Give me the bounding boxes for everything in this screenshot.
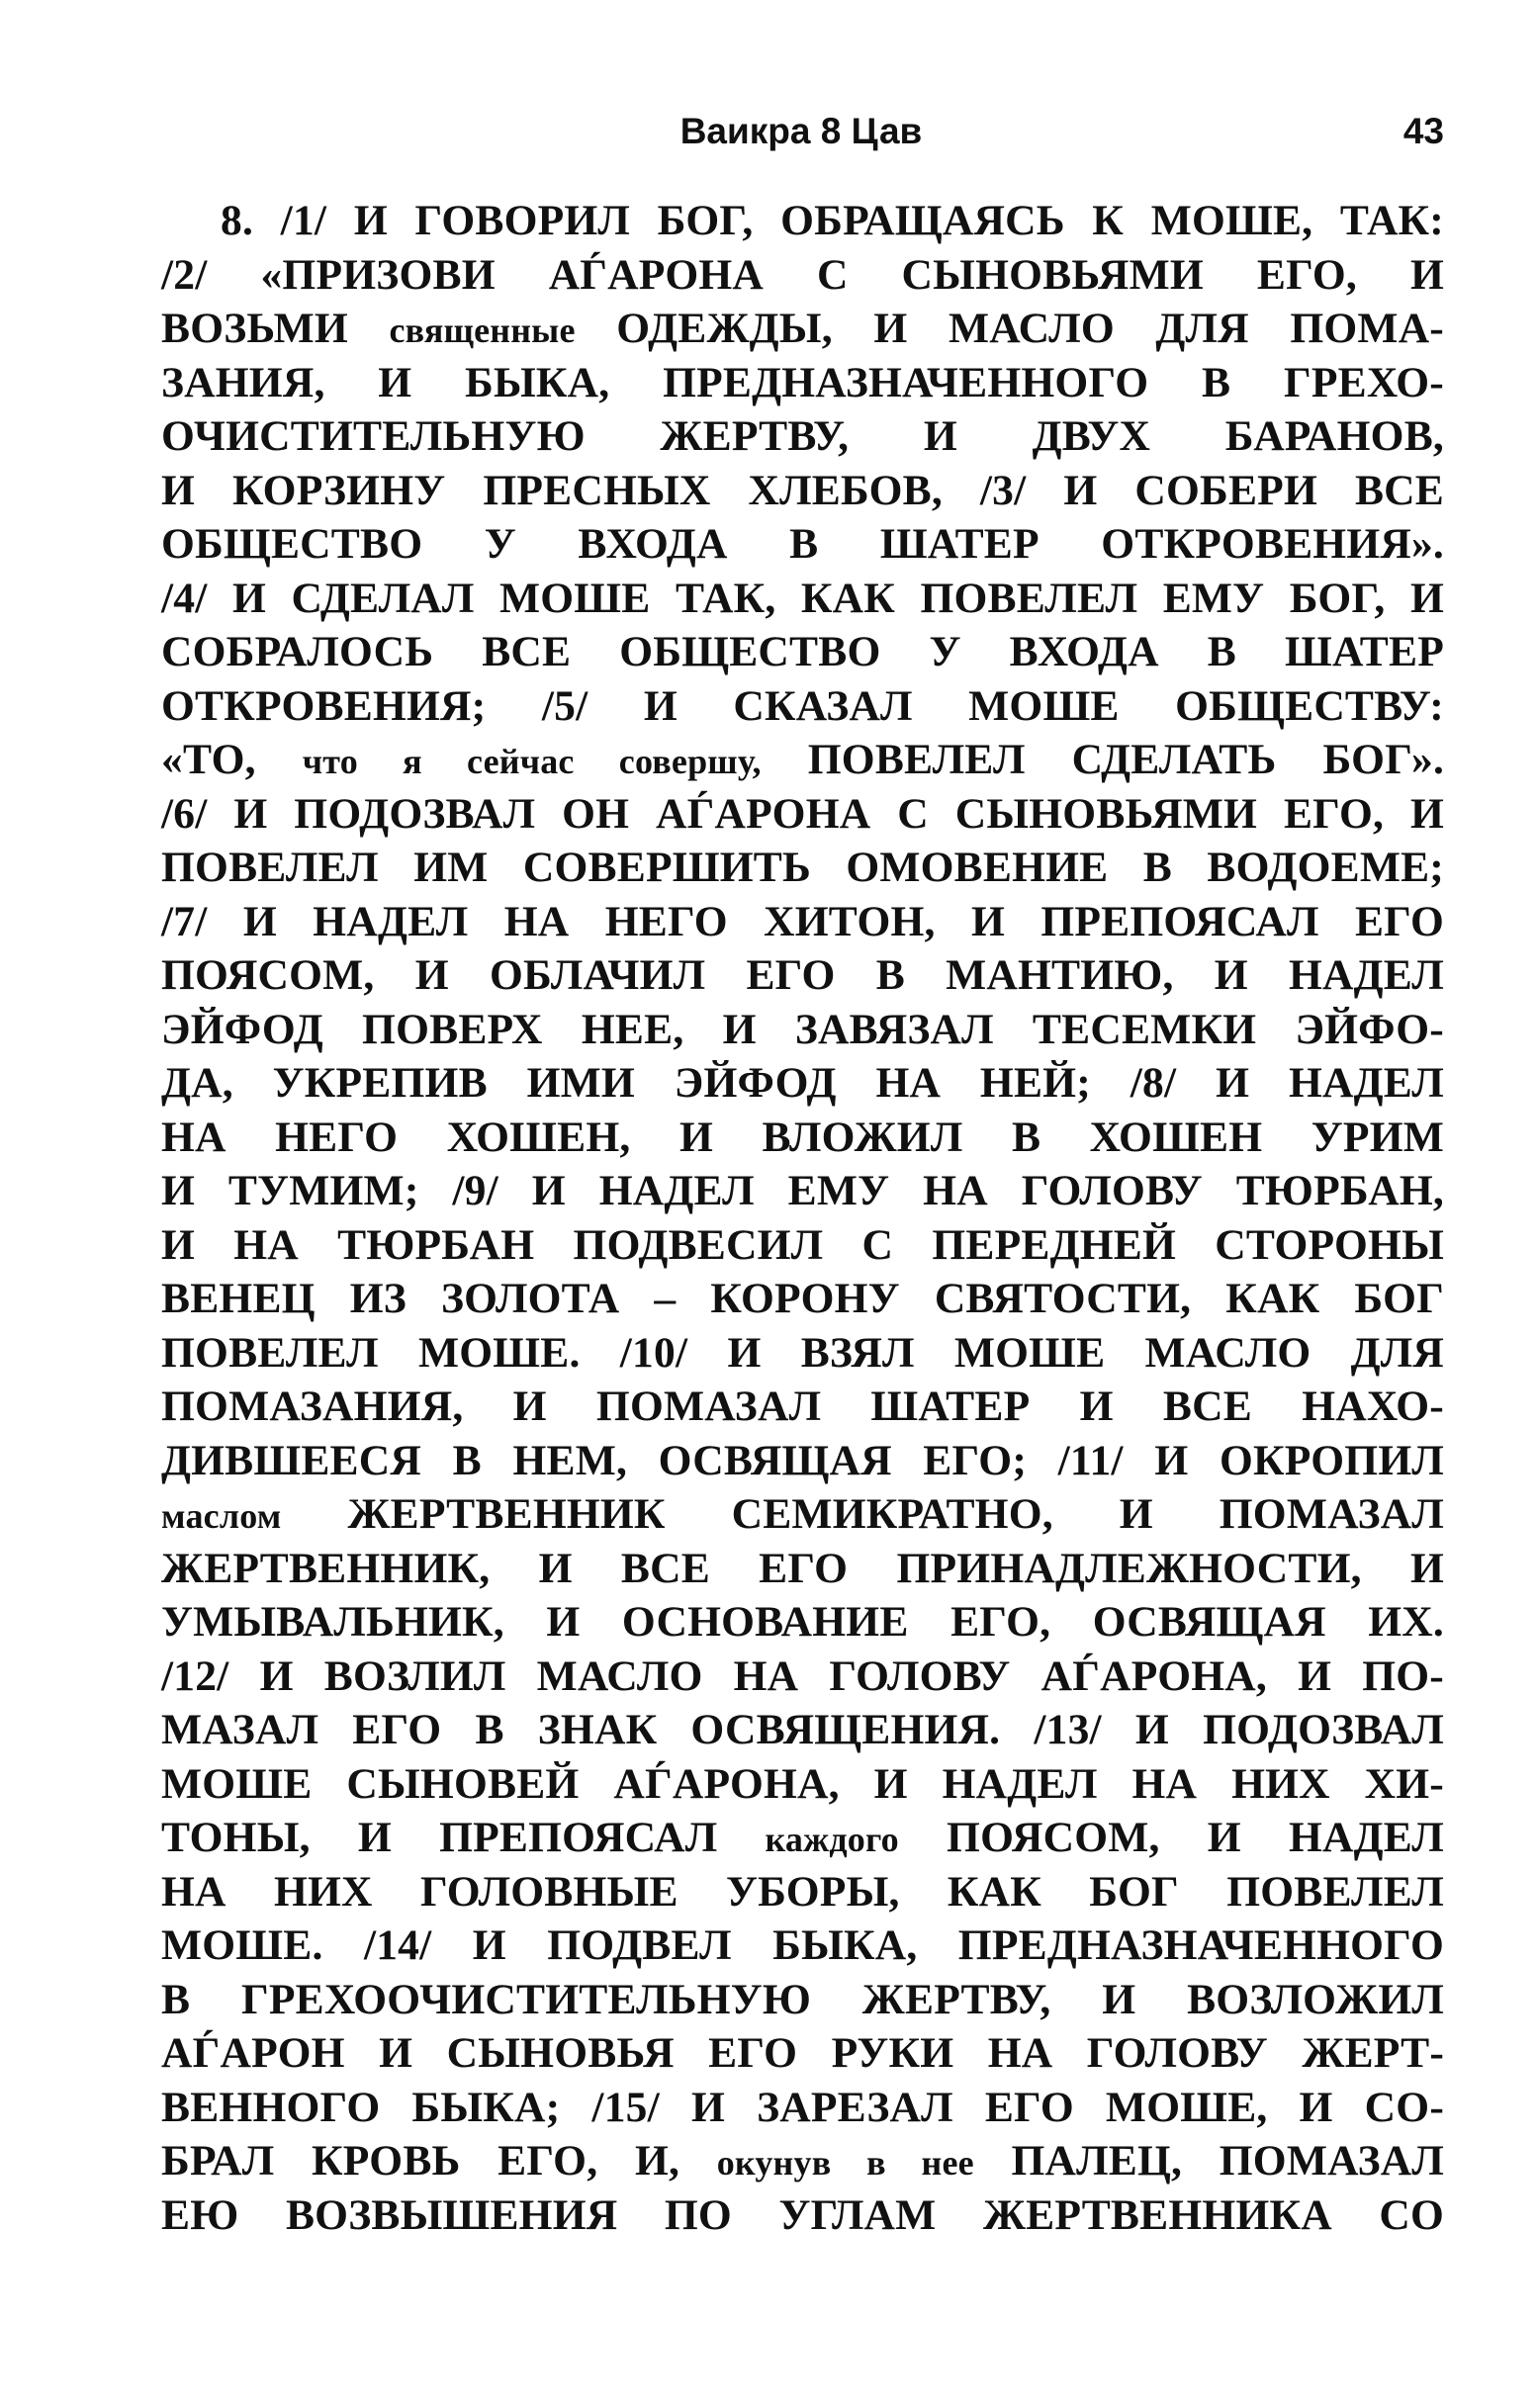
text-segment: И КОРЗИНУ ПРЕСНЫХ ХЛЕБОВ, /3/ И СОБЕРИ ВСЕ bbox=[161, 466, 1444, 514]
text-line bbox=[161, 679, 1444, 734]
inserted-word: каждого bbox=[765, 1820, 899, 1859]
text-segment: ЖЕРТВЕННИК СЕМИКРАТНО, И ПОМАЗАЛ bbox=[281, 1490, 1444, 1538]
text-line bbox=[161, 1434, 1444, 1488]
text-line bbox=[161, 1703, 1444, 1757]
text-segment: УМЫВАЛЬНИК, И ОСНОВАНИЕ ЕГО, ОСВЯЩАЯ ИХ. bbox=[161, 1598, 1444, 1646]
text-segment: ОЧИСТИТЕЛЬНУЮ ЖЕРТВУ, И ДВУХ БАРАНОВ, bbox=[161, 412, 1444, 460]
text-segment: ПОЯСОМ, И ОБЛАЧИЛ ЕГО В МАНТИЮ, И НАДЕЛ bbox=[161, 951, 1444, 999]
text-segment: /6/ И ПОДОЗВАЛ ОН АЃАРОНА С СЫНОВЬЯМИ ЕГО, И bbox=[161, 789, 1444, 838]
text-line bbox=[161, 2026, 1444, 2081]
text-line bbox=[161, 1542, 1444, 1596]
text-line bbox=[161, 1595, 1444, 1650]
text-line bbox=[161, 572, 1444, 626]
text-segment: СОБРАЛОСЬ ВСЕ ОБЩЕСТВО У ВХОДА В ШАТЕР bbox=[161, 628, 1444, 675]
text-segment: ДИВШЕЕСЯ В НЕМ, ОСВЯЩАЯ ЕГО; /11/ И ОКРОПИЛ bbox=[161, 1436, 1444, 1484]
text-line bbox=[161, 2134, 1444, 2188]
text-line bbox=[161, 1056, 1444, 1111]
text-segment: ДА, УКРЕПИВ ИМИ ЭЙФОД НА НЕЙ; /8/ И НАДЕЛ bbox=[161, 1059, 1444, 1107]
text-segment: ПАЛЕЦ, ПОМАЗАЛ bbox=[973, 2137, 1444, 2185]
text-segment: /2/ «ПРИЗОВИ АЃАРОНА С СЫНОВЬЯМИ ЕГО, И bbox=[161, 250, 1444, 299]
text-segment: /7/ И НАДЕЛ НА НЕГО ХИТОН, И ПРЕПОЯСАЛ ЕГО bbox=[161, 897, 1444, 945]
text-segment: ОДЕЖДЫ, И МАСЛО ДЛЯ ПОМА- bbox=[575, 305, 1444, 352]
text-line bbox=[161, 1326, 1444, 1381]
text-segment: ПОВЕЛЕЛ ИМ СОВЕРШИТЬ ОМОВЕНИЕ В ВОДОЕМЕ; bbox=[161, 844, 1444, 891]
text-line bbox=[161, 1865, 1444, 1919]
text-segment: В ГРЕХООЧИСТИТЕЛЬНУЮ ЖЕРТВУ, И ВОЗЛОЖИЛ bbox=[161, 1975, 1444, 2023]
inserted-word: что я сейчас совершу, bbox=[302, 742, 762, 781]
text-segment: ТОНЫ, И ПРЕПОЯСАЛ bbox=[161, 1814, 766, 1861]
running-header bbox=[158, 111, 1444, 170]
text-segment: ВОЗЬМИ bbox=[161, 305, 390, 352]
text-line bbox=[161, 194, 1444, 248]
text-segment: АЃАРОН И СЫНОВЬЯ ЕГО РУКИ НА ГОЛОВУ ЖЕРТ- bbox=[161, 2029, 1444, 2077]
text-segment: НА НИХ ГОЛОВНЫЕ УБОРЫ, КАК БОГ ПОВЕЛЕЛ bbox=[161, 1867, 1444, 1916]
text-line bbox=[161, 1218, 1444, 1273]
text-segment: ПОВЕЛЕЛ МОШЕ. /10/ И ВЗЯЛ МОШЕ МАСЛО ДЛЯ bbox=[161, 1328, 1444, 1377]
inserted-word: священные bbox=[389, 311, 576, 350]
text-line bbox=[161, 733, 1444, 787]
text-line bbox=[161, 2081, 1444, 2135]
text-line bbox=[161, 409, 1444, 464]
text-line bbox=[161, 1380, 1444, 1434]
text-segment: ВЕННОГО БЫКА; /15/ И ЗАРЕЗАЛ ЕГО МОШЕ, И СО- bbox=[161, 2083, 1444, 2131]
text-segment: ПОВЕЛЕЛ СДЕЛАТЬ БОГ». bbox=[761, 736, 1445, 783]
text-segment: «ТО, bbox=[161, 736, 303, 783]
text-segment: ЗАНИЯ, И БЫКА, ПРЕДНАЗНАЧЕННОГО В ГРЕХО- bbox=[161, 358, 1444, 406]
text-segment: БРАЛ КРОВЬ ЕГО, И, bbox=[161, 2137, 717, 2185]
text-line bbox=[161, 1164, 1444, 1218]
text-segment: ЖЕРТВЕННИК, И ВСЕ ЕГО ПРИНАДЛЕЖНОСТИ, И bbox=[161, 1544, 1444, 1592]
text-line bbox=[161, 464, 1444, 518]
text-segment: МОШЕ СЫНОВЕЙ АЃАРОНА, И НАДЕЛ НА НИХ ХИ- bbox=[161, 1759, 1444, 1808]
text-line bbox=[161, 1973, 1444, 2027]
text-line bbox=[161, 2188, 1444, 2243]
text-line bbox=[161, 1272, 1444, 1326]
running-title: Ваикра 8 Цав bbox=[679, 111, 923, 151]
text-line bbox=[161, 787, 1444, 842]
text-line bbox=[161, 248, 1444, 303]
text-line bbox=[161, 1003, 1444, 1057]
text-line bbox=[161, 1918, 1444, 1973]
text-segment: /4/ И СДЕЛАЛ МОШЕ ТАК, КАК ПОВЕЛЕЛ ЕМУ БОГ, И bbox=[161, 574, 1444, 622]
text-segment: НА НЕГО ХОШЕН, И ВЛОЖИЛ В ХОШЕН УРИМ bbox=[161, 1113, 1444, 1161]
text-segment: ОБЩЕСТВО У ВХОДА В ШАТЕР ОТКРОВЕНИЯ». bbox=[161, 520, 1444, 568]
text-line bbox=[161, 356, 1444, 410]
text-segment: ПОЯСОМ, И НАДЕЛ bbox=[898, 1814, 1444, 1861]
page-number: 43 bbox=[1402, 111, 1444, 151]
text-line bbox=[161, 948, 1444, 1003]
body-text bbox=[161, 194, 1444, 2242]
text-line bbox=[161, 1811, 1444, 1865]
text-segment: /12/ И ВОЗЛИЛ МАСЛО НА ГОЛОВУ АЃАРОНА, И ПО- bbox=[161, 1651, 1444, 1700]
text-segment: ПОМАЗАНИЯ, И ПОМАЗАЛ ШАТЕР И ВСЕ НАХО- bbox=[161, 1382, 1444, 1430]
text-segment: МАЗАЛ ЕГО В ЗНАК ОСВЯЩЕНИЯ. /13/ И ПОДОЗВАЛ bbox=[161, 1706, 1444, 1753]
text-line bbox=[161, 625, 1444, 679]
text-line bbox=[161, 302, 1444, 356]
text-segment: И ТУМИМ; /9/ И НАДЕЛ ЕМУ НА ГОЛОВУ ТЮРБАН, bbox=[161, 1167, 1444, 1214]
text-segment: МОШЕ. /14/ И ПОДВЕЛ БЫКА, ПРЕДНАЗНАЧЕННОГО bbox=[161, 1921, 1444, 1969]
inserted-word: маслом bbox=[161, 1496, 282, 1536]
text-line bbox=[161, 517, 1444, 572]
inserted-word: окунув в нее bbox=[716, 2143, 974, 2183]
text-segment: ОТКРОВЕНИЯ; /5/ И СКАЗАЛ МОШЕ ОБЩЕСТВУ: bbox=[161, 681, 1444, 730]
text-line bbox=[161, 1757, 1444, 1812]
text-line bbox=[161, 1650, 1444, 1704]
text-line bbox=[161, 1111, 1444, 1165]
text-segment: ВЕНЕЦ ИЗ ЗОЛОТА – КОРОНУ СВЯТОСТИ, КАК БОГ bbox=[161, 1275, 1444, 1322]
text-segment: 8. /1/ И ГОВОРИЛ БОГ, ОБРАЩАЯСЬ К МОШЕ, ТАК: bbox=[221, 197, 1444, 244]
text-segment: И НА ТЮРБАН ПОДВЕСИЛ С ПЕРЕДНЕЙ СТОРОНЫ bbox=[161, 1220, 1444, 1269]
text-segment: ЕЮ ВОЗВЫШЕНИЯ ПО УГЛАМ ЖЕРТВЕННИКА СО bbox=[161, 2190, 1444, 2239]
text-segment: ЭЙФОД ПОВЕРХ НЕЕ, И ЗАВЯЗАЛ ТЕСЕМКИ ЭЙФО- bbox=[161, 1005, 1444, 1053]
text-line bbox=[161, 1487, 1444, 1542]
text-line bbox=[161, 895, 1444, 949]
text-line bbox=[161, 841, 1444, 895]
